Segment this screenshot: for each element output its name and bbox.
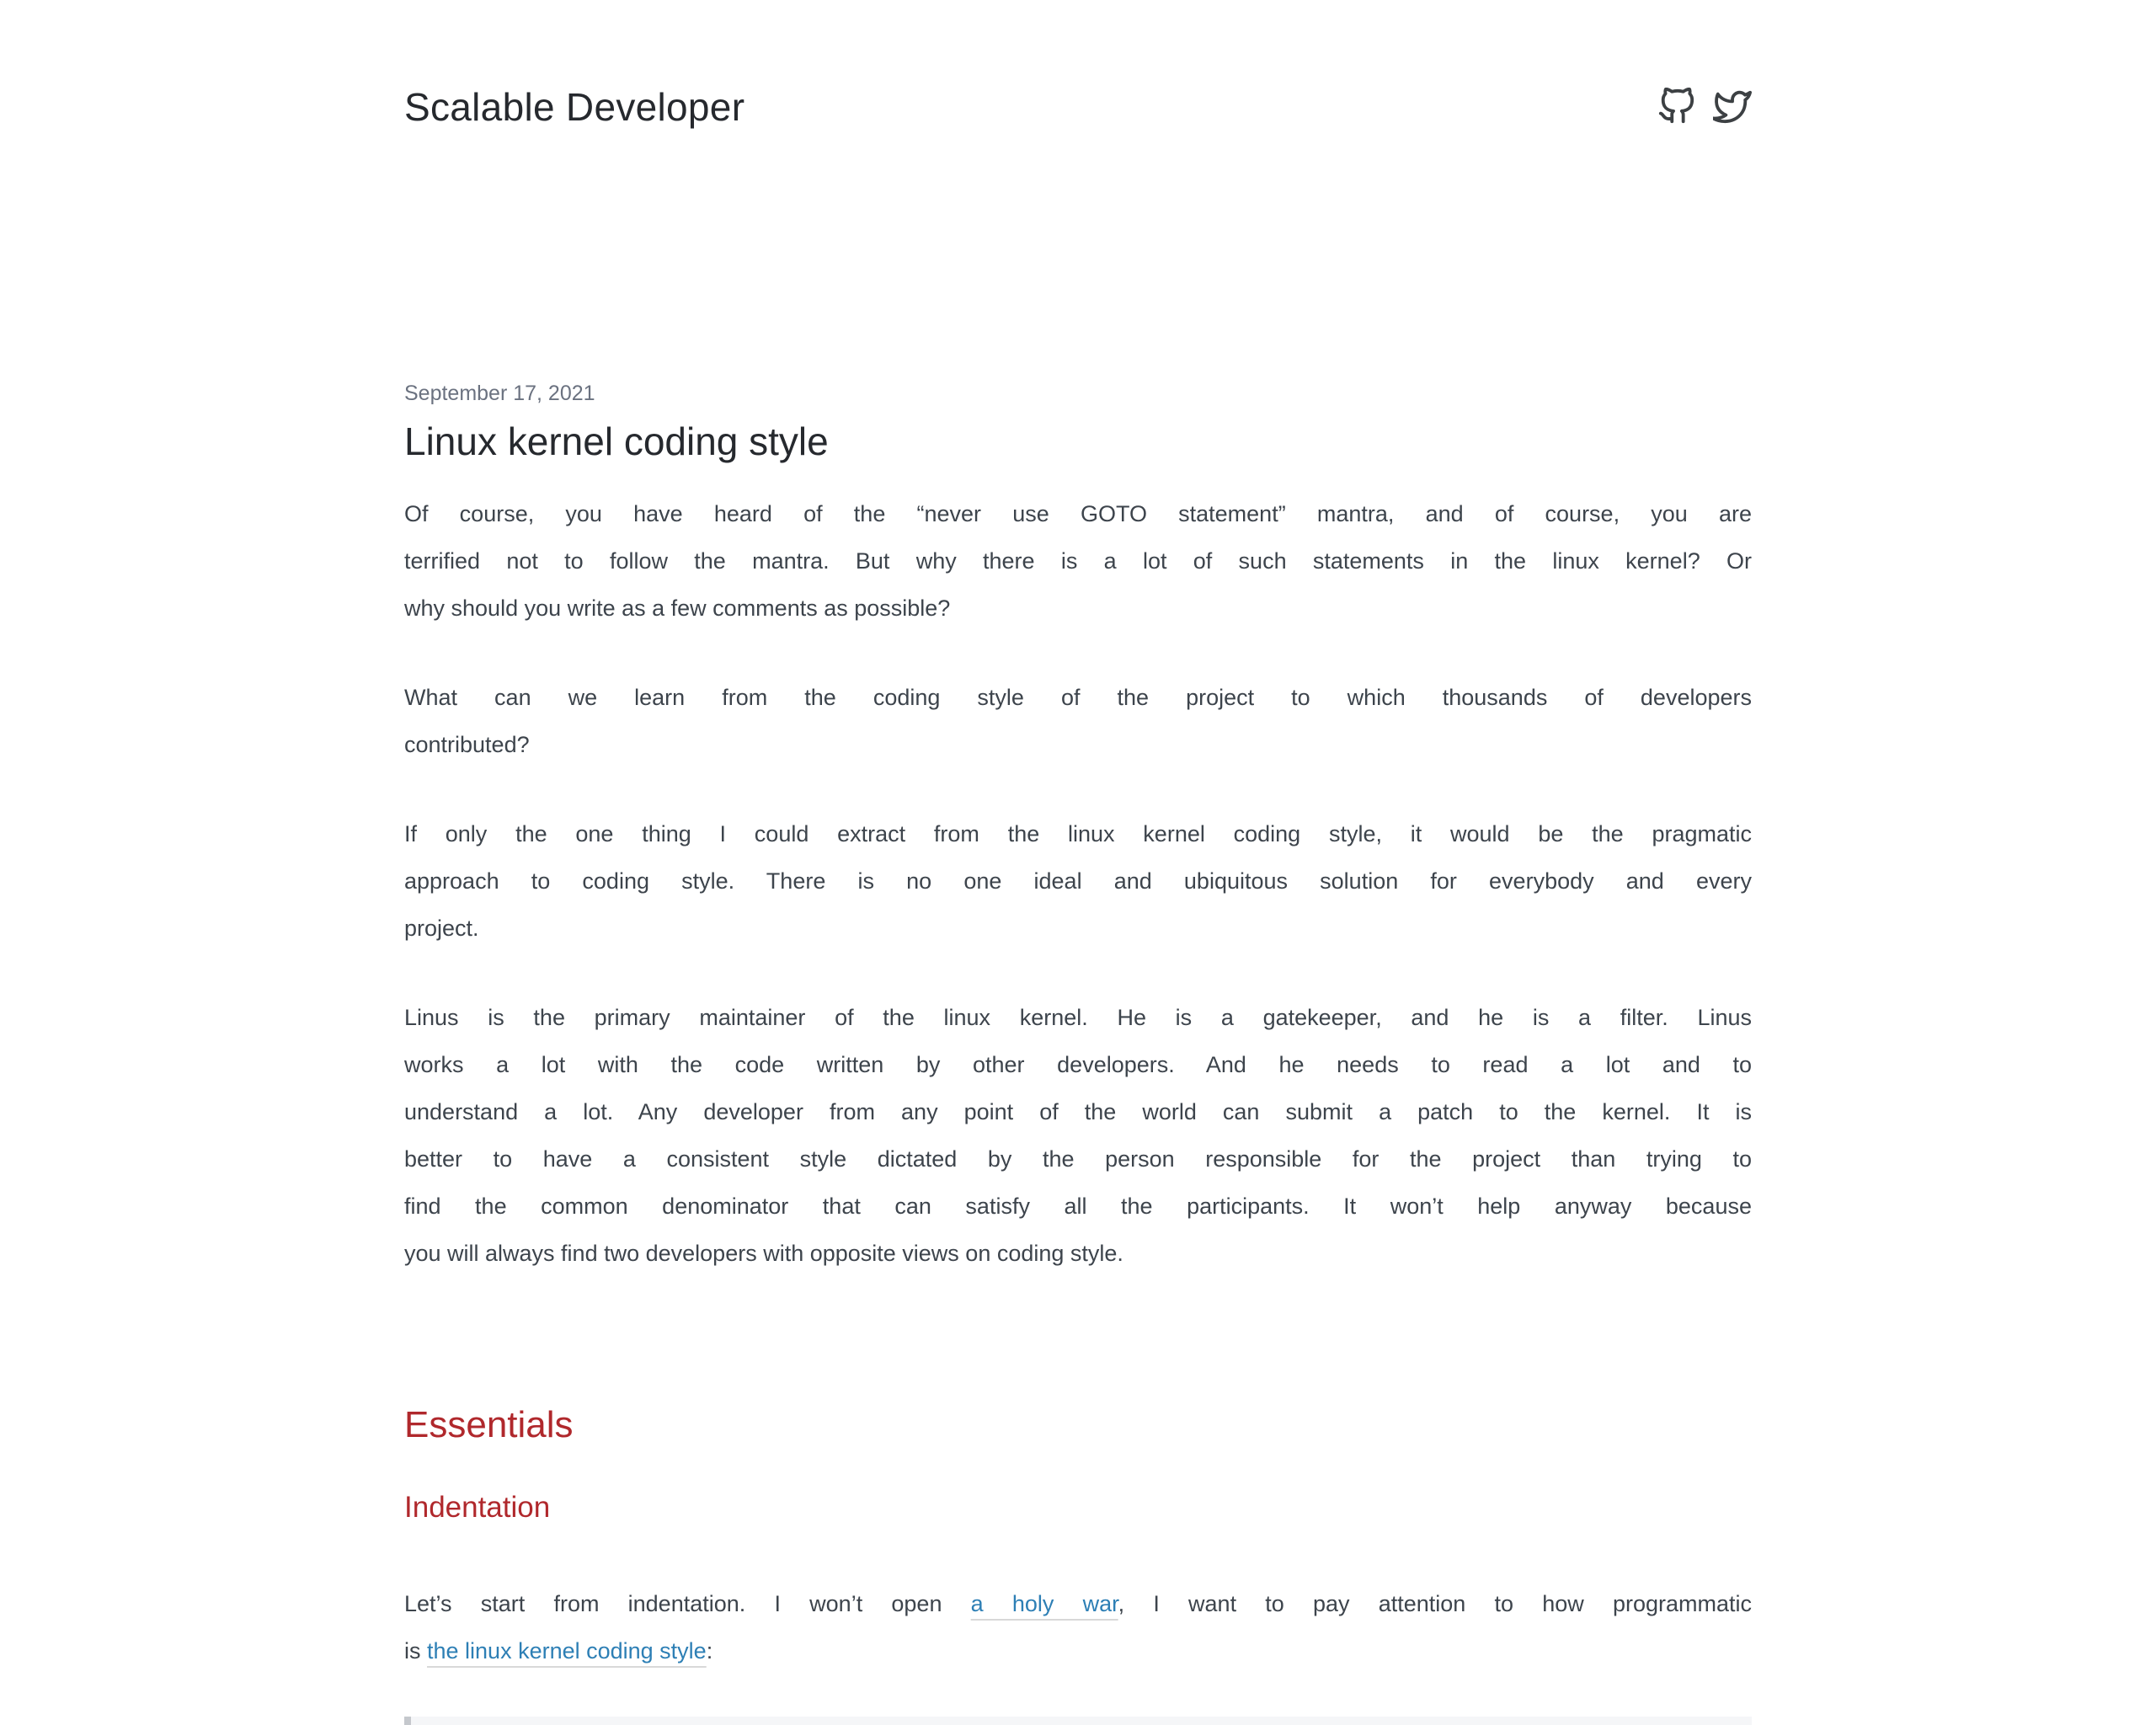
paragraph-text: is: [404, 1638, 427, 1664]
site-header: [404, 0, 1752, 130]
paragraph-line: find the common denominator that can satisfy all the participants. It won’t help anyway because: [404, 1194, 1752, 1219]
github-icon[interactable]: [1657, 88, 1696, 126]
paragraph-line: project.: [404, 916, 479, 941]
paragraph-line: approach to coding style. There is no one ideal and ubiquitous solution for everybody and every: [404, 868, 1752, 894]
paragraph-line: understand a lot. Any developer from any point of the world can submit a patch to the kernel. It is: [404, 1099, 1752, 1124]
paragraph-line: Of course, you have heard of the “never use GOTO statement” mantra, and of course, you are: [404, 501, 1752, 526]
inline-link[interactable]: a holy war: [970, 1591, 1118, 1616]
indentation-heading: Indentation: [404, 1491, 551, 1524]
paragraph-goto-mantra: [404, 490, 1752, 632]
article: [404, 381, 1752, 1725]
page-container: [404, 0, 1752, 1725]
twitter-icon[interactable]: [1713, 88, 1752, 126]
paragraph-linus-maintainer: [404, 994, 1752, 1277]
post-date: September 17, 2021: [404, 382, 595, 405]
paragraph-pragmatic-approach: [404, 810, 1752, 952]
inline-link[interactable]: the linux kernel coding style: [427, 1638, 707, 1664]
paragraph-line: What can we learn from the coding style of the project to which thousands of developers: [404, 685, 1752, 710]
code-block[interactable]: [404, 1717, 1752, 1725]
paragraph-lets-start-indentation: [404, 1580, 1752, 1674]
paragraph-line: you will always find two developers with opposite views on coding style.: [404, 1241, 1123, 1266]
paragraph-what-can-we-learn: [404, 674, 1752, 768]
header-social-icons: [1657, 88, 1752, 126]
post-title: Linux kernel coding style: [404, 419, 829, 463]
site-title[interactable]: Scalable Developer: [404, 85, 745, 129]
paragraph-line: terrified not to follow the mantra. But why there is a lot of such statements in the linux kernel? Or: [404, 548, 1752, 574]
paragraph-text: , I want to pay attention to how programmatic: [1118, 1591, 1752, 1616]
paragraph-text: Let’s start from indentation. I won’t open: [404, 1591, 971, 1616]
paragraph-line: Linus is the primary maintainer of the linux kernel. He is a gatekeeper, and he is a filter. Linus: [404, 1005, 1752, 1030]
paragraph-line: [404, 1580, 1752, 1627]
paragraph-line: contributed?: [404, 732, 530, 757]
essentials-heading: Essentials: [404, 1404, 574, 1445]
paragraph-line: better to have a consistent style dictated by the person responsible for the project than trying to: [404, 1146, 1752, 1172]
paragraph-text: :: [706, 1638, 713, 1664]
paragraph-line: If only the one thing I could extract from the linux kernel coding style, it would be the pragmatic: [404, 821, 1752, 846]
paragraph-line: works a lot with the code written by other developers. And he needs to read a lot and to: [404, 1052, 1752, 1077]
paragraph-line: [404, 1627, 1752, 1674]
paragraph-line: why should you write as a few comments as possible?: [404, 595, 951, 621]
